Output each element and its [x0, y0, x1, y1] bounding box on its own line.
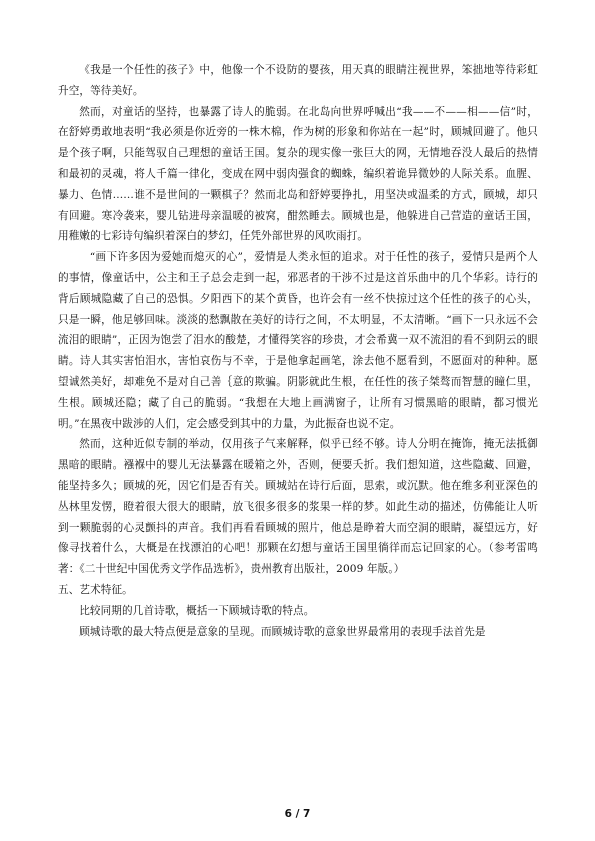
- paragraph-3: “画下许多因为爱她而熄灭的心”，爱情是人类永恒的追求。对于任性的孩子，爱情只是两个人的事情，像童话中，公主和王子总会走到一起，邪恶者的干涉不过是这首乐曲中的几个华彩。诗行的背后顾城隐藏了自己的恐惧。夕阳西下的某个黄昏，也许会有一丝不快掠过这个任性的孩子的心头，只是一瞬，他足够回味。淡淡的愁飘散在美好的诗行之间，不太明显，不太清晰。“画下一只永远不会流泪的眼睛”，正因为饱尝了泪水的酸楚，才懂得笑容的珍贵，才会希冀一双不流泪的看不到阴云的眼睛。诗人其实害怕泪水，害怕哀伤与不幸，于是他拿起画笔，涂去他不愿看到，不愿面对的种种。愿望诚然美好，却难免不是对自己善｛意的欺骗。阴影就此生根，在任性的孩子桀骜而智慧的瞳仁里，生根。顾城还隐；藏了自己的脆弱。“我想在大地上画满窗子，让所有习惯黑暗的眼睛，都习惯光明。”在黑夜中跋涉的人们，定会感受到其中的力量，为此振奋也说不定。: [58, 251, 538, 430]
- paragraph-1: 《我是一个任性的孩子》中，他像一个不设防的婴孩，用天真的眼睛注视世界，笨拙地等待彩虹升空，等待美好。: [58, 64, 538, 97]
- paragraph-6: 顾城诗歌的最大特点便是意象的呈现。而顾城诗歌的意象世界最常用的表现手法首先是: [79, 625, 486, 638]
- page-number: 6 / 7: [284, 808, 311, 820]
- paragraph-4: 然而，这种近似专制的举动，仅用孩子气来解释，似乎已经不够。诗人分明在掩饰，掩无法抵御黑暗的眼睛。襁褓中的婴儿无法暴露在暖箱之外，否则，便要夭折。我们想知道，这些隐藏、回避，能坚持多久；顾城的死，因它们是否有关。顾城站在诗行后面，思索，或沉默。他在维多利亚深色的丛林里发愣，瞪着很大很大的眼睛，放飞很多很多的浆果一样的梦。如此生动的描述，仿佛能让人听到一颗脆弱的心灵颤抖的声音。我们再看看顾城的照片，他总是睁着大而空洞的眼睛，凝望远方，好像寻找着什么，大概是在找漂泊的心吧！那颗在幻想与童话王国里徜徉而忘记回家的心。（参考雷鸣著：《二十世纪中国优秀文学作品选析》，贵州教育出版社，2009 年版。）: [58, 438, 538, 576]
- document-body: [58, 60, 538, 642]
- paragraph-5: 比较同期的几首诗歌，概括一下顾城诗歌的特点。: [79, 604, 315, 617]
- section-heading: 五、艺术特征。: [58, 583, 133, 596]
- paragraph-2: 然而，对童话的坚持，也暴露了诗人的脆弱。在北岛向世界呼喊出“我——不——相——信”时，在舒婷勇敢地表明“我必须是你近旁的一株木棉，作为树的形象和你站在一起”时，顾城回避了。他只是个孩子啊，只能驾驭自己理想的童话王国。复杂的现实像一张巨大的网，无情地吞没人最后的热情和最初的灵魂，将人千篇一律化，变成在网中弱肉强食的蜘蛛，编织着诡异微妙的人际关系。血腥、暴力、色情……谁不是世间的一颗棋子？然而北岛和舒婷要挣扎，用坚决或温柔的方式，顾城，却只有回避。寒冷袭来，婴儿钻进母亲温暖的被窝，酣然睡去。顾城也是，他躲进自己营造的童话王国，用稚嫩的七彩诗句编织着深白的梦幻，任凭外部世界的风吹雨打。: [58, 105, 538, 243]
